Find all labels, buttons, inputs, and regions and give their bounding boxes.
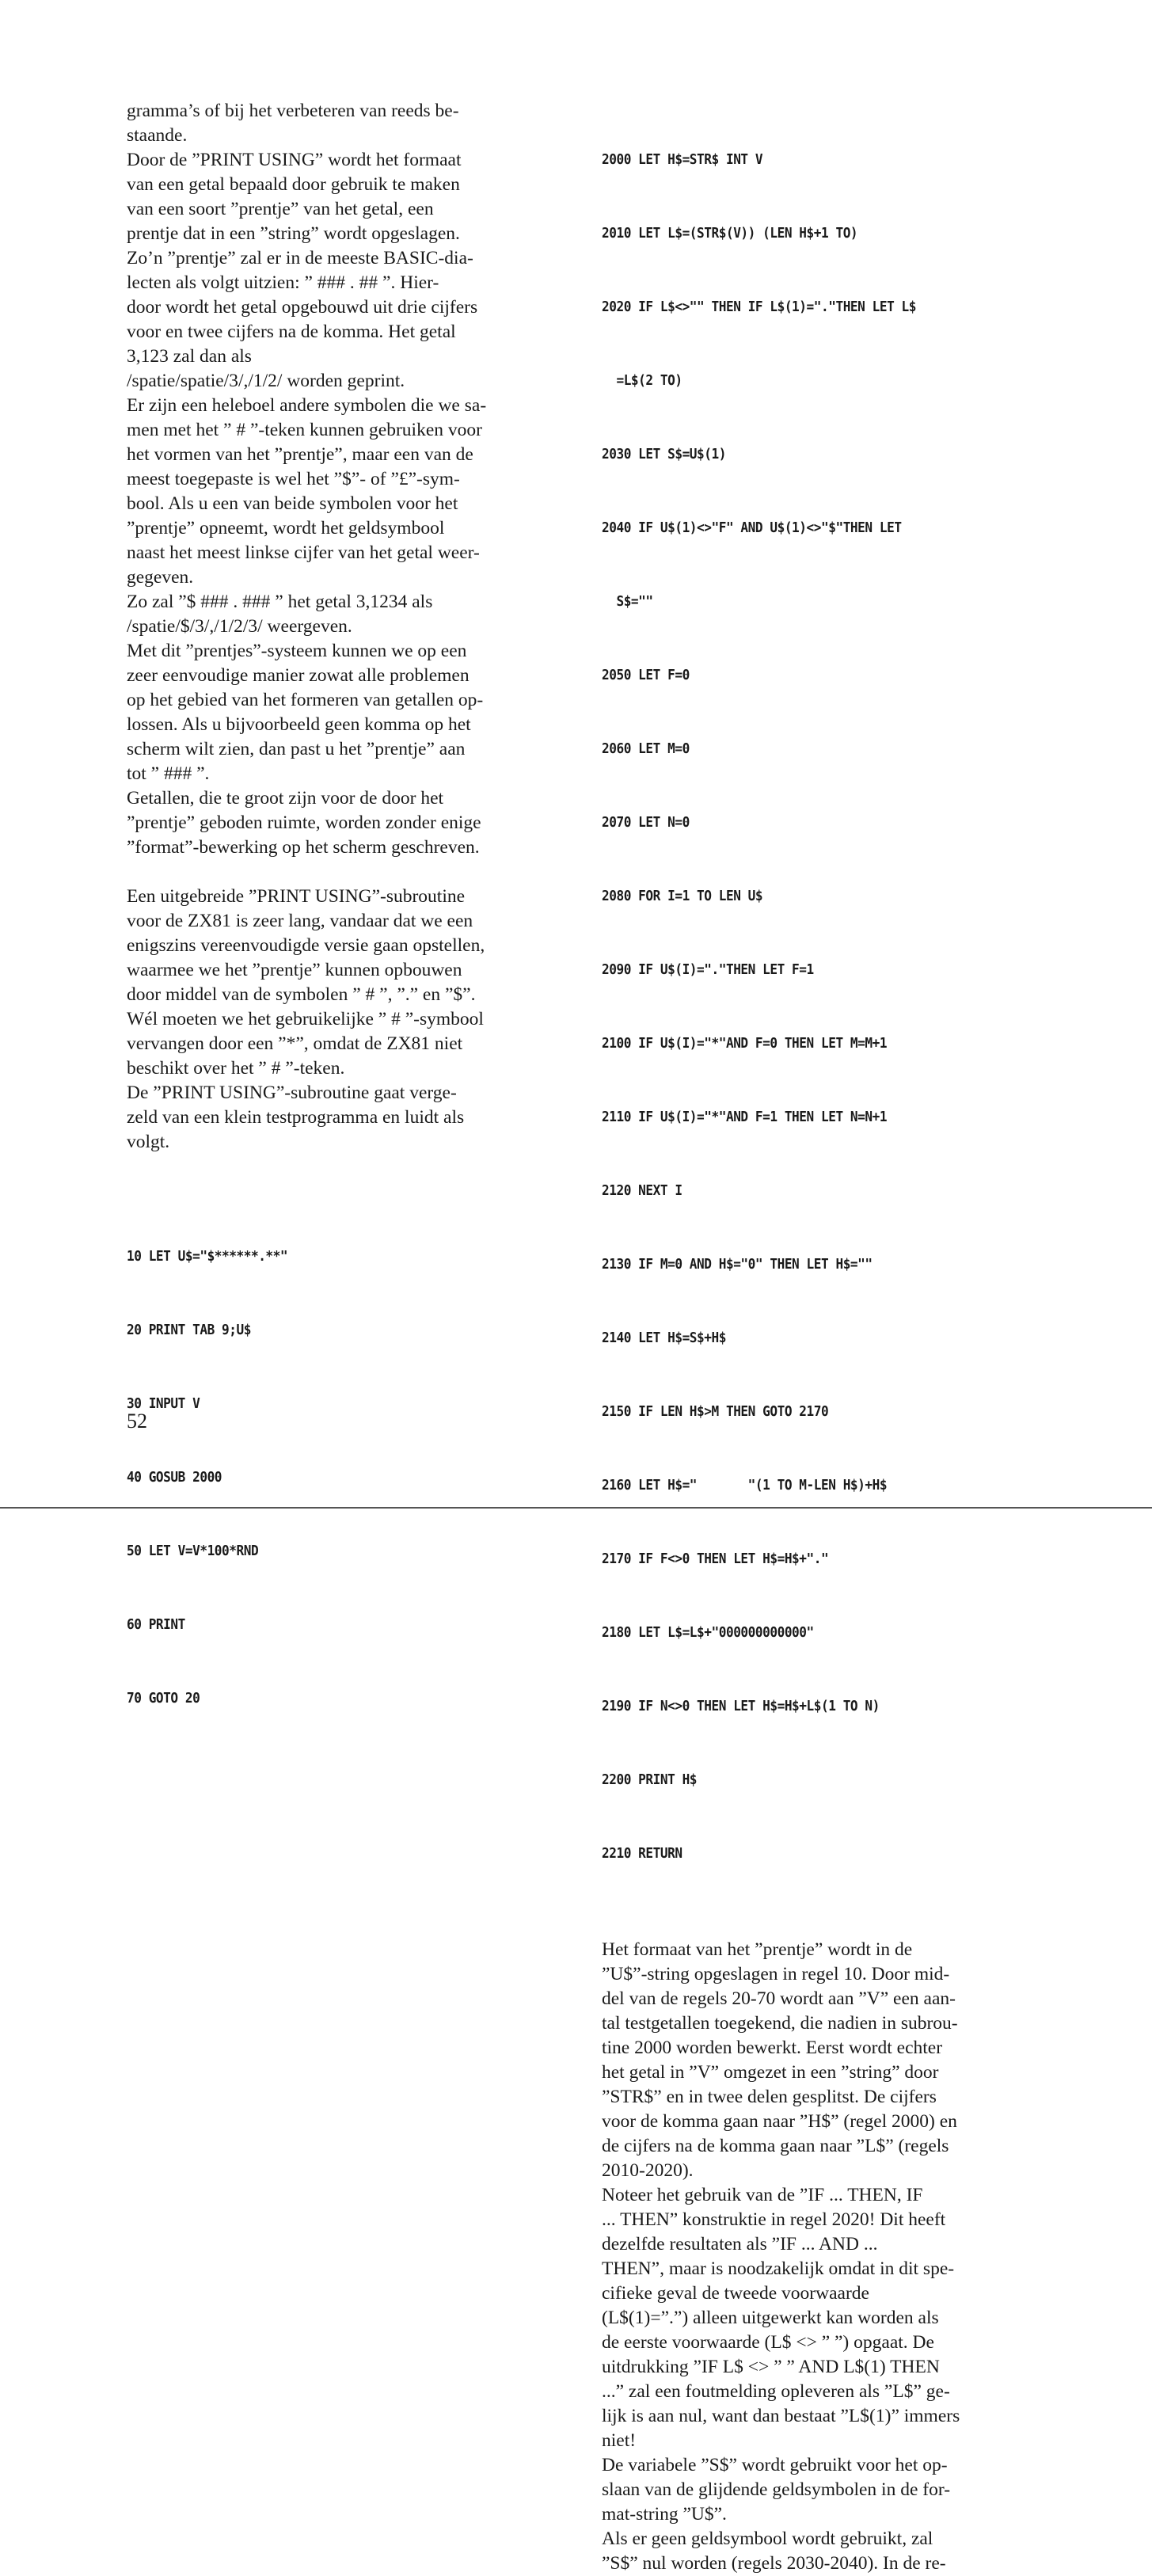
code-line: 2040 IF U$(1)<>"F" AND U$(1)<>"$"THEN LET <box>602 520 902 536</box>
code-line: 2200 PRINT H$ <box>602 1772 698 1788</box>
right-column <box>602 99 1029 2576</box>
body-paragraph-3: Het formaat van het ”prentje” wordt in de ”U$”-string opgeslagen in regel 10. Door mid- del van de regels 20-70 wordt aan ”V” een aan- tal testgetallen toegekend, die nadien in subrou- tine 2000 worden bewerkt. Eerst wordt echter het getal in ”V” omgezet in een ”string” door ”STR$” en in twee delen gesplitst. De cijfers voor de komma gaan naar ”H$” (regel 2000) en de cijfers na de komma gaan naar ”L$” (regels 2010-2020). Noteer het gebruik van de ”IF ... THEN, IF ... THEN” konstruktie in regel 2020! Dit heeft dezelfde resultaten als ”IF ... AND ... THEN”, maar is noodzakelijk omdat in dit spe- cifieke geval de tweede voorwaarde (L$(1)=”.”) alleen uitgewerkt kan worden als de eerste voorwaarde (L$ <> ” ”) opgaat. De uitdrukking ”IF L$ <> ” ” AND L$(1) THEN ...” zal een foutmelding opleveren als ”L$” ge- lijk is aan nul, want dan bestaat ”L$(1)” immers niet! De variabele ”S$” wordt gebruikt voor het op- slaan van de glijdende geldsymbolen in de for- mat-string ”U$”. Als er geen geldsymbool wordt gebruikt, zal ”S$” nul worden (regels 2030-2040). In de re- <box>602 1939 960 2574</box>
code-line: 20 PRINT TAB 9;U$ <box>127 1322 251 1338</box>
code-line: 2080 FOR I=1 TO LEN U$ <box>602 888 763 904</box>
code-line: 2100 IF U$(I)="*"AND F=0 THEN LET M=M+1 <box>602 1036 888 1052</box>
code-line: 2050 LET F=0 <box>602 668 690 683</box>
code-line: 2130 IF M=0 AND H$="0" THEN LET H$="" <box>602 1257 873 1273</box>
paragraph-gap <box>127 860 550 885</box>
code-line: 40 GOSUB 2000 <box>127 1470 222 1486</box>
code-line: 2160 LET H$=" "(1 TO M-LEN H$)+H$ <box>602 1478 888 1493</box>
code-listing-subroutine <box>602 99 995 1916</box>
code-line: 2140 LET H$=S$+H$ <box>602 1330 726 1346</box>
body-paragraph-1: gramma’s of bij het verbeteren van reeds be- staande. Door de ”PRINT USING” wordt het formaat van een getal bepaald door gebruik te maken van een soort ”prentje” van het getal, een prentje dat in een ”string” wordt opgeslagen. Zo’n ”prentje” zal er in de meeste BASIC-dia- lecten als volgt uitzien: ” ### . ## ”. Hier- door wordt het getal opgebouwd uit drie cijfers voor en twee cijfers na de komma. Het getal 3,123 zal dan als /spatie/spatie/3/,/1/2/ worden geprint. Er zijn een heleboel andere symbolen die we sa- men met het ” # ”-teken kunnen gebruiken voor het vormen van het ”prentje”, maar een van de meest toegepaste is wel het ”$”- of ”£”-sym- bool. Als u een van beide symbolen voor het ”prentje” opneemt, wordt het geldsymbool naast het meest linkse cijfer van het getal weer- gegeven. Zo zal ”$ ### . ### ” het getal 3,1234 als /spatie/$/3/,/1/2/3/ weergeven. Met dit ”prentjes”-systeem kunnen we op een zeer eenvoudige manier zowat alle problemen op het gebied van het formeren van getallen op- lossen. Als u bijvoorbeeld geen komma op het scherm wilt zien, dan past u het ”prentje” aan tot ” ### ”. Getallen, die te groot zijn voor de door het ”prentje” geboden ruimte, worden zonder enige ”format”-bewerking op het scherm geschreven. <box>127 101 487 858</box>
code-line: 2210 RETURN <box>602 1846 682 1862</box>
code-line: 2180 LET L$=L$+"000000000000" <box>602 1625 814 1641</box>
code-line: 2190 IF N<>0 THEN LET H$=H$+L$(1 TO N) <box>602 1699 880 1714</box>
code-line: =L$(2 TO) <box>602 373 682 389</box>
code-line: 2000 LET H$=STR$ INT V <box>602 152 763 168</box>
code-line: 2150 IF LEN H$>M THEN GOTO 2170 <box>602 1404 829 1420</box>
body-paragraph-2: Een uitgebreide ”PRINT USING”-subroutine voor de ZX81 is zeer lang, vandaar dat we een enigszins vereenvoudigde versie gaan opstellen, waarmee we het ”prentje” kunnen opbouwen door middel van de symbolen ” # ”, ”.” en ”$”. Wél moeten we het gebruikelijke ” # ”-symbool vervangen door een ”*”, omdat de ZX81 niet beschikt over het ” # ”-teken. De ”PRINT USING”-subroutine gaat verge- zeld van een klein testprogramma en luidt als volgt. <box>127 886 485 1152</box>
code-line: 70 GOTO 20 <box>127 1691 200 1707</box>
code-line: 2070 LET N=0 <box>602 815 690 831</box>
code-line: 2010 LET L$=(STR$(V)) (LEN H$+1 TO) <box>602 226 858 242</box>
code-line: 2030 LET S$=U$(1) <box>602 447 726 462</box>
code-line: 2120 NEXT I <box>602 1183 682 1199</box>
code-line: 2110 IF U$(I)="*"AND F=1 THEN LET N=N+1 <box>602 1109 888 1125</box>
page-number: 52 <box>127 1410 147 1433</box>
code-line: 2170 IF F<>0 THEN LET H$=H$+"." <box>602 1551 829 1567</box>
code-listing-test-program <box>127 1196 516 1760</box>
code-line: 2020 IF L$<>"" THEN IF L$(1)="."THEN LET L$ <box>602 299 917 315</box>
code-line: 2090 IF U$(I)="."THEN LET F=1 <box>602 962 814 978</box>
code-line: 50 LET V=V*100*RND <box>127 1543 259 1559</box>
code-line: 10 LET U$="$******.**" <box>127 1249 288 1265</box>
code-line: 2060 LET M=0 <box>602 741 690 757</box>
left-column <box>127 99 550 1760</box>
bottom-divider <box>0 1507 1152 1509</box>
code-line: S$="" <box>602 594 653 610</box>
code-line: 30 INPUT V <box>127 1396 200 1412</box>
code-line: 60 PRINT <box>127 1617 185 1633</box>
